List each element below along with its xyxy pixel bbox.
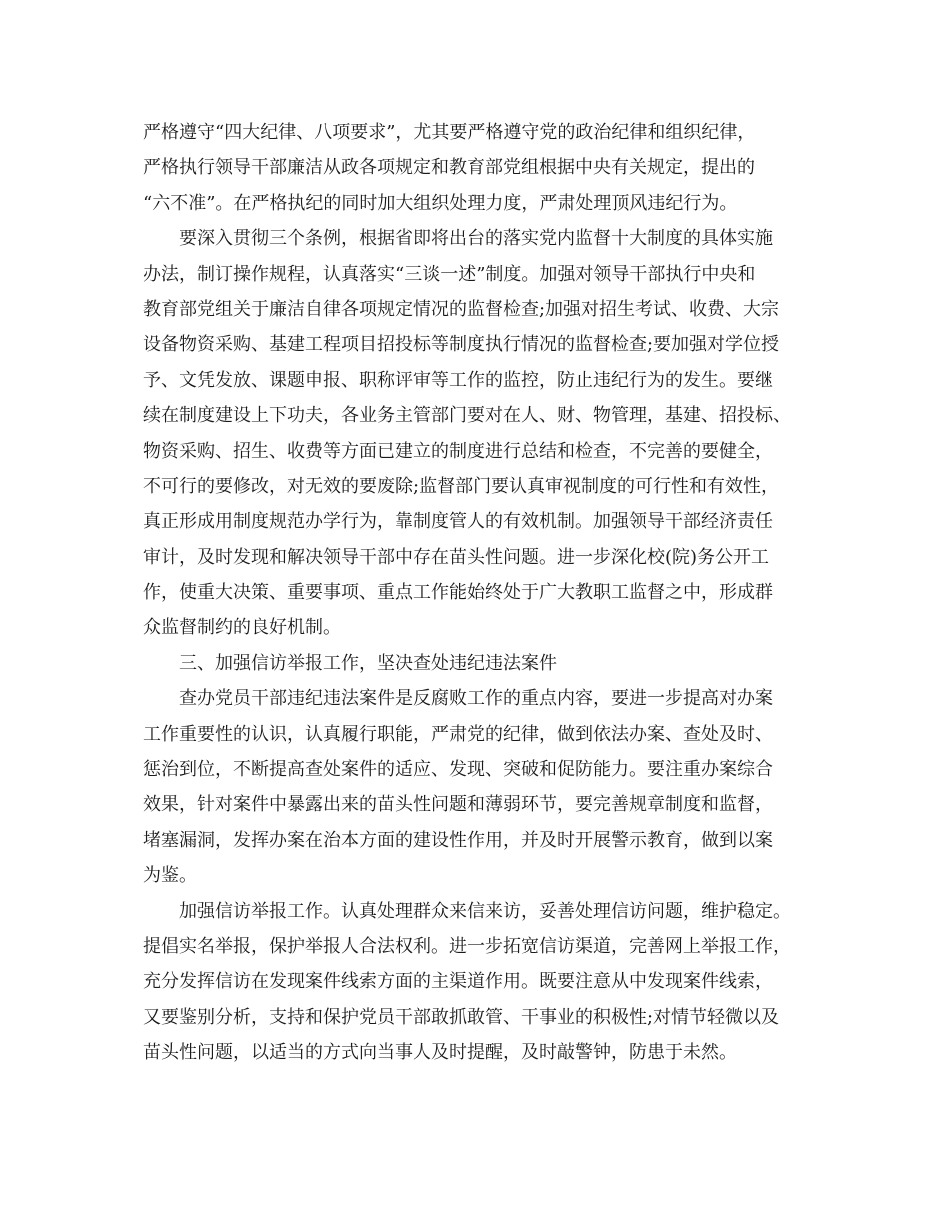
text-line: 加强信访举报工作。认真处理群众来信来访，妥善处理信访问题，维护稳定。 — [179, 900, 791, 922]
text-line: 效果，针对案件中暴露出来的苗头性问题和薄弱环节，要完善规章制度和监督， — [143, 794, 773, 816]
text-line: 严格遵守“四大纪律、八项要求”，尤其要严格遵守党的政治纪律和组织纪律， — [143, 122, 756, 143]
text-line: 工作重要性的认识，认真履行职能，严肃党的纪律，做到依法办案、查处及时、 — [143, 723, 773, 745]
text-line: 三、加强信访举报工作，坚决查处违纪违法案件 — [179, 652, 557, 674]
text-line: 又要鉴别分析，支持和保护党员干部敢抓敢管、干事业的积极性;对情节轻微以及 — [143, 1006, 780, 1028]
text-line: 教育部党组关于廉洁自律各项规定情况的监督检查;加强对招生考试、收费、大宗 — [143, 298, 780, 320]
text-line: 苗头性问题，以适当的方式向当事人及时提醒，及时敲警钟，防患于未然。 — [143, 1042, 737, 1064]
text-line: 众监督制约的良好机制。 — [143, 617, 341, 639]
text-line: 予、文凭发放、课题申报、职称评审等工作的监控，防止违纪行为的发生。要继 — [143, 369, 773, 391]
text-line: 查办党员干部违纪违法案件是反腐败工作的重点内容，要进一步提高对办案 — [179, 688, 773, 710]
text-line: 要深入贯彻三个条例，根据省即将出台的落实党内监督十大制度的具体实施 — [179, 228, 773, 250]
text-line: 堵塞漏洞，发挥办案在治本方面的建设性作用，并及时开展警示教育，做到以案 — [143, 829, 773, 851]
text-line: 审计，及时发现和解决领导干部中存在苗头性问题。进一步深化校(院)务公开工 — [143, 546, 770, 568]
text-line: “六不准”。在严格执纪的同时加大组织处理力度，严肃处理顶风违纪行为。 — [143, 192, 738, 214]
text-line: 惩治到位，不断提高查处案件的适应、发现、突破和促防能力。要注重办案综合 — [143, 759, 773, 781]
text-line: 提倡实名举报，保护举报人合法权利。进一步拓宽信访渠道，完善网上举报工作， — [143, 935, 791, 957]
text-line: 充分发挥信访在发现案件线索方面的主渠道作用。既要注意从中发现案件线索， — [143, 971, 773, 993]
text-line: 作，使重大决策、重要事项、重点工作能始终处于广大教职工监督之中，形成群 — [143, 582, 773, 604]
text-line: 物资采购、招生、收费等方面已建立的制度进行总结和检查，不完善的要健全， — [143, 440, 773, 462]
text-line: 办法，制订操作规程，认真落实“三谈一述”制度。加强对领导干部执行中央和 — [143, 263, 756, 285]
text-line: 不可行的要修改，对无效的要废除;监督部门要认真审视制度的可行性和有效性， — [143, 475, 780, 497]
text-line: 续在制度建设上下功夫，各业务主管部门要对在人、财、物管理，基建、招投标、 — [143, 405, 791, 427]
document-body — [143, 115, 807, 1071]
text-line: 严格执行领导干部廉洁从政各项规定和教育部党组根据中央有关规定，提出的 — [143, 157, 755, 179]
text-line: 为鉴。 — [143, 865, 197, 887]
text-line: 真正形成用制度规范办学行为，靠制度管人的有效机制。加强领导干部经济责任 — [143, 511, 773, 533]
text-line: 设备物资采购、基建工程项目招投标等制度执行情况的监督检查;要加强对学位授 — [143, 334, 780, 356]
